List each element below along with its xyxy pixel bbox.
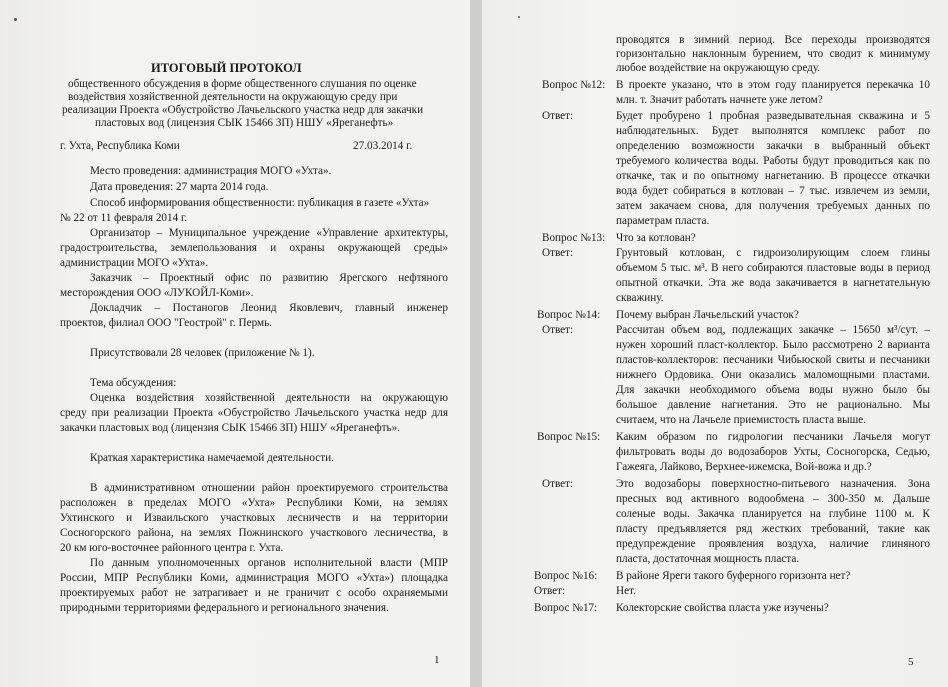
- text-line: скважину.: [616, 292, 664, 304]
- text-line: Каким образом по гидрологии песчаники Лачьеля могут: [616, 431, 930, 443]
- text-line: соленые воды. Закачка планируется на глубине 1100 м. К: [616, 508, 930, 520]
- text-line: параметрам пласта.: [616, 215, 710, 227]
- text-line: В районе Яреги такого буферного горизонта нет?: [616, 570, 851, 582]
- answer-label: Ответ:: [542, 247, 574, 259]
- text-line: Колекторские свойства пласта уже изучены?: [616, 602, 829, 614]
- subtitle-line: реализации Проекта «Обустройство Лачьельского участка недр для закачки: [62, 104, 424, 116]
- text-line: любое воздействие на окружающую среду.: [616, 62, 821, 74]
- text-line: горизонтально наклонным бурением, что сводит к минимуму: [616, 48, 930, 60]
- text-line: предупреждение проявления воздуха, наличие глиняного: [616, 538, 930, 550]
- text-line: Нет.: [616, 585, 636, 597]
- subtitle-line: воздействия хозяйственной деятельности на окружающую среду при: [68, 91, 398, 103]
- text-line: Что за котлован?: [616, 232, 696, 244]
- text-line: млн. т. Значит работать начнете уже летом?: [616, 94, 823, 106]
- text-line: пресных вод активного водообмена – 300-350 м. Дальше: [616, 493, 930, 505]
- subtitle-line: общественного обсуждения в форме общественного слушания по оценке: [68, 78, 417, 90]
- text-line: фильтровать воды до водозаборов Ухты, Сосногорска, Седью,: [616, 446, 930, 458]
- question-label: Вопрос №13:: [542, 232, 606, 244]
- text-line: Грунтовый котлован, с гидроизолирующим слоем глины: [616, 247, 930, 259]
- text-line: опытной откачки. Эта же вода закачивается в нагнетательную: [616, 277, 930, 289]
- text-line: Будет пробурено 1 пробная разведывательная скважина и 5: [616, 110, 930, 122]
- body-line: закачки пластовых вод (лицензия СЫК 15466 ЗП) НШУ «Яреганефть».: [60, 422, 401, 434]
- left-page: [0, 0, 470, 687]
- gutter: [470, 0, 482, 687]
- answer-label: Ответ:: [542, 478, 574, 490]
- body-line: Сосногорского района, на землях Пожнинского участкового лесничества, в: [60, 527, 448, 539]
- text-line: нижнего Ордовика. Они оказались маломощными пластами.: [616, 369, 930, 381]
- answer-label: Ответ:: [542, 324, 574, 336]
- text-line: наблюдательных. Будет выполнятся комплекс работ по: [616, 125, 930, 137]
- text-line: пласта, достаточная мощность пласта.: [616, 553, 800, 565]
- body-line: администрации МОГО «Ухта».: [60, 257, 209, 269]
- body-line: градостроительства, землепользования и охраны окружающей среды»: [60, 242, 448, 254]
- subtitle-line: пластовых вод (лицензия СЫК 15466 ЗП) НШУ «Яреганефть»: [95, 117, 394, 129]
- body-line: Способ информирования общественности: публикация в газете «Ухта»: [90, 197, 430, 209]
- body-line: Организатор – Муниципальное учреждение «Управление архитектуры,: [90, 227, 448, 239]
- text-line: Это водозаборы поверхностно-питьевого назначения. Зона: [616, 478, 930, 490]
- body-line: Краткая характеристика намечаемой деятельности.: [90, 452, 334, 464]
- date: 27.03.2014 г.: [353, 140, 413, 152]
- text-line: пласту предъявляется ряд жестких требований, такие как: [616, 523, 930, 535]
- body-line: Место проведения: администрация МОГО «Ухта».: [90, 165, 332, 177]
- body-line: расположен в пределах МОГО «Ухта» Республики Коми, на землях: [60, 497, 448, 509]
- question-label: Вопрос №16:: [534, 570, 598, 582]
- question-label: Вопрос №14:: [537, 309, 601, 321]
- body-line: проектов, филиал ООО "Геострой" г. Пермь.: [60, 317, 272, 329]
- body-line: природными территориями федерального и регионального значения.: [60, 602, 389, 614]
- body-line: № 22 от 11 февраля 2014 г.: [60, 212, 188, 224]
- paper-speck: [14, 18, 17, 21]
- text-line: затем закачаем снова, для получения требуемых данных по: [616, 200, 930, 212]
- text-line: Для закачки необходимого объема воды нужно было бы: [616, 384, 930, 396]
- body-line: Дата проведения: 27 марта 2014 года.: [90, 181, 269, 193]
- text-line: вода будет собираться в котлован – 7 тыс. извлечем из земли,: [616, 185, 930, 197]
- answer-label: Ответ:: [542, 110, 574, 122]
- body-line: Оценка воздействия хозяйственной деятельности на окружающую: [90, 392, 448, 404]
- body-line: месторождения ООО «ЛУКОЙЛ-Коми».: [60, 287, 254, 299]
- body-line: Присутствовали 28 человек (приложение № 1).: [90, 347, 315, 359]
- page-number: 5: [908, 656, 914, 668]
- text-line: определению возможности закачки в выбранный объект: [616, 140, 930, 152]
- text-line: Рассчитан объем вод, подлежащих закачке – 15650 м³/сут. –: [616, 324, 930, 336]
- protocol-title: ИТОГОВЫЙ ПРОТОКОЛ: [151, 61, 302, 75]
- paper-speck: [518, 16, 520, 18]
- place: г. Ухта, Республика Коми: [60, 140, 180, 152]
- right-page: [482, 0, 948, 687]
- page-number: 1: [434, 654, 440, 666]
- text-line: пластов-коллекторов: песчаники Чибьюской свиты и песчаники: [616, 354, 930, 366]
- text-line: большое давление нагнетания. Это не рационально. Мы: [616, 399, 930, 411]
- body-line: России, МПР Республики Коми, администрация МОГО «Ухта») площадка: [60, 572, 448, 584]
- body-line: Ухтинского и Изваильского участковых лесничеств и на территории: [60, 512, 448, 524]
- text-line: считаем, что на Лачьеле приемистость пласта выше.: [616, 414, 867, 426]
- body-line: Заказчик – Проектный офис по развитию Ярегского нефтяного: [90, 272, 448, 284]
- text-line: объемом 5 тыс. м³. В него собираются пластовые воды в период: [616, 262, 930, 274]
- body-line: В административном отношении район проектируемого строительства: [90, 482, 448, 494]
- question-label: Вопрос №12:: [542, 79, 606, 91]
- text-line: проводятся в зимний период. Все переходы производятся: [616, 34, 930, 46]
- answer-label: Ответ:: [534, 585, 566, 597]
- question-label: Вопрос №17:: [534, 602, 598, 614]
- text-line: В проекте указано, что в этом году планируется перекачка 10: [616, 79, 930, 91]
- body-line: Докладчик – Постаногов Леонид Яковлевич, главный инженер: [90, 302, 448, 314]
- body-line: По данным уполномоченных органов исполнительной власти (МПР: [90, 557, 448, 569]
- body-line: среду при реализации Проекта «Обустройство Лачьельского участка недр для: [60, 407, 448, 419]
- body-line: 20 км юго-восточнее районного центра г. Ухта.: [60, 542, 284, 554]
- text-line: нужен хороший пласт-коллектор. Было рассмотрено 2 варианта: [616, 339, 930, 351]
- text-line: откачке, так и по опытному нагнетанию. В процессе откачки: [616, 170, 930, 182]
- text-line: Гажеяга, Лайково, Верхнее-ижемска, Вой-вожа и др.?: [616, 461, 872, 473]
- body-line: Тема обсуждения:: [90, 377, 177, 389]
- question-label: Вопрос №15:: [537, 431, 601, 443]
- body-line: проектируемых работ не затрагивает и не граничит с особо охраняемыми: [60, 587, 448, 599]
- text-line: Почему выбран Лачьельский участок?: [616, 309, 799, 321]
- text-line: требуемого количества воды. Работы будут проводиться как по: [616, 155, 930, 167]
